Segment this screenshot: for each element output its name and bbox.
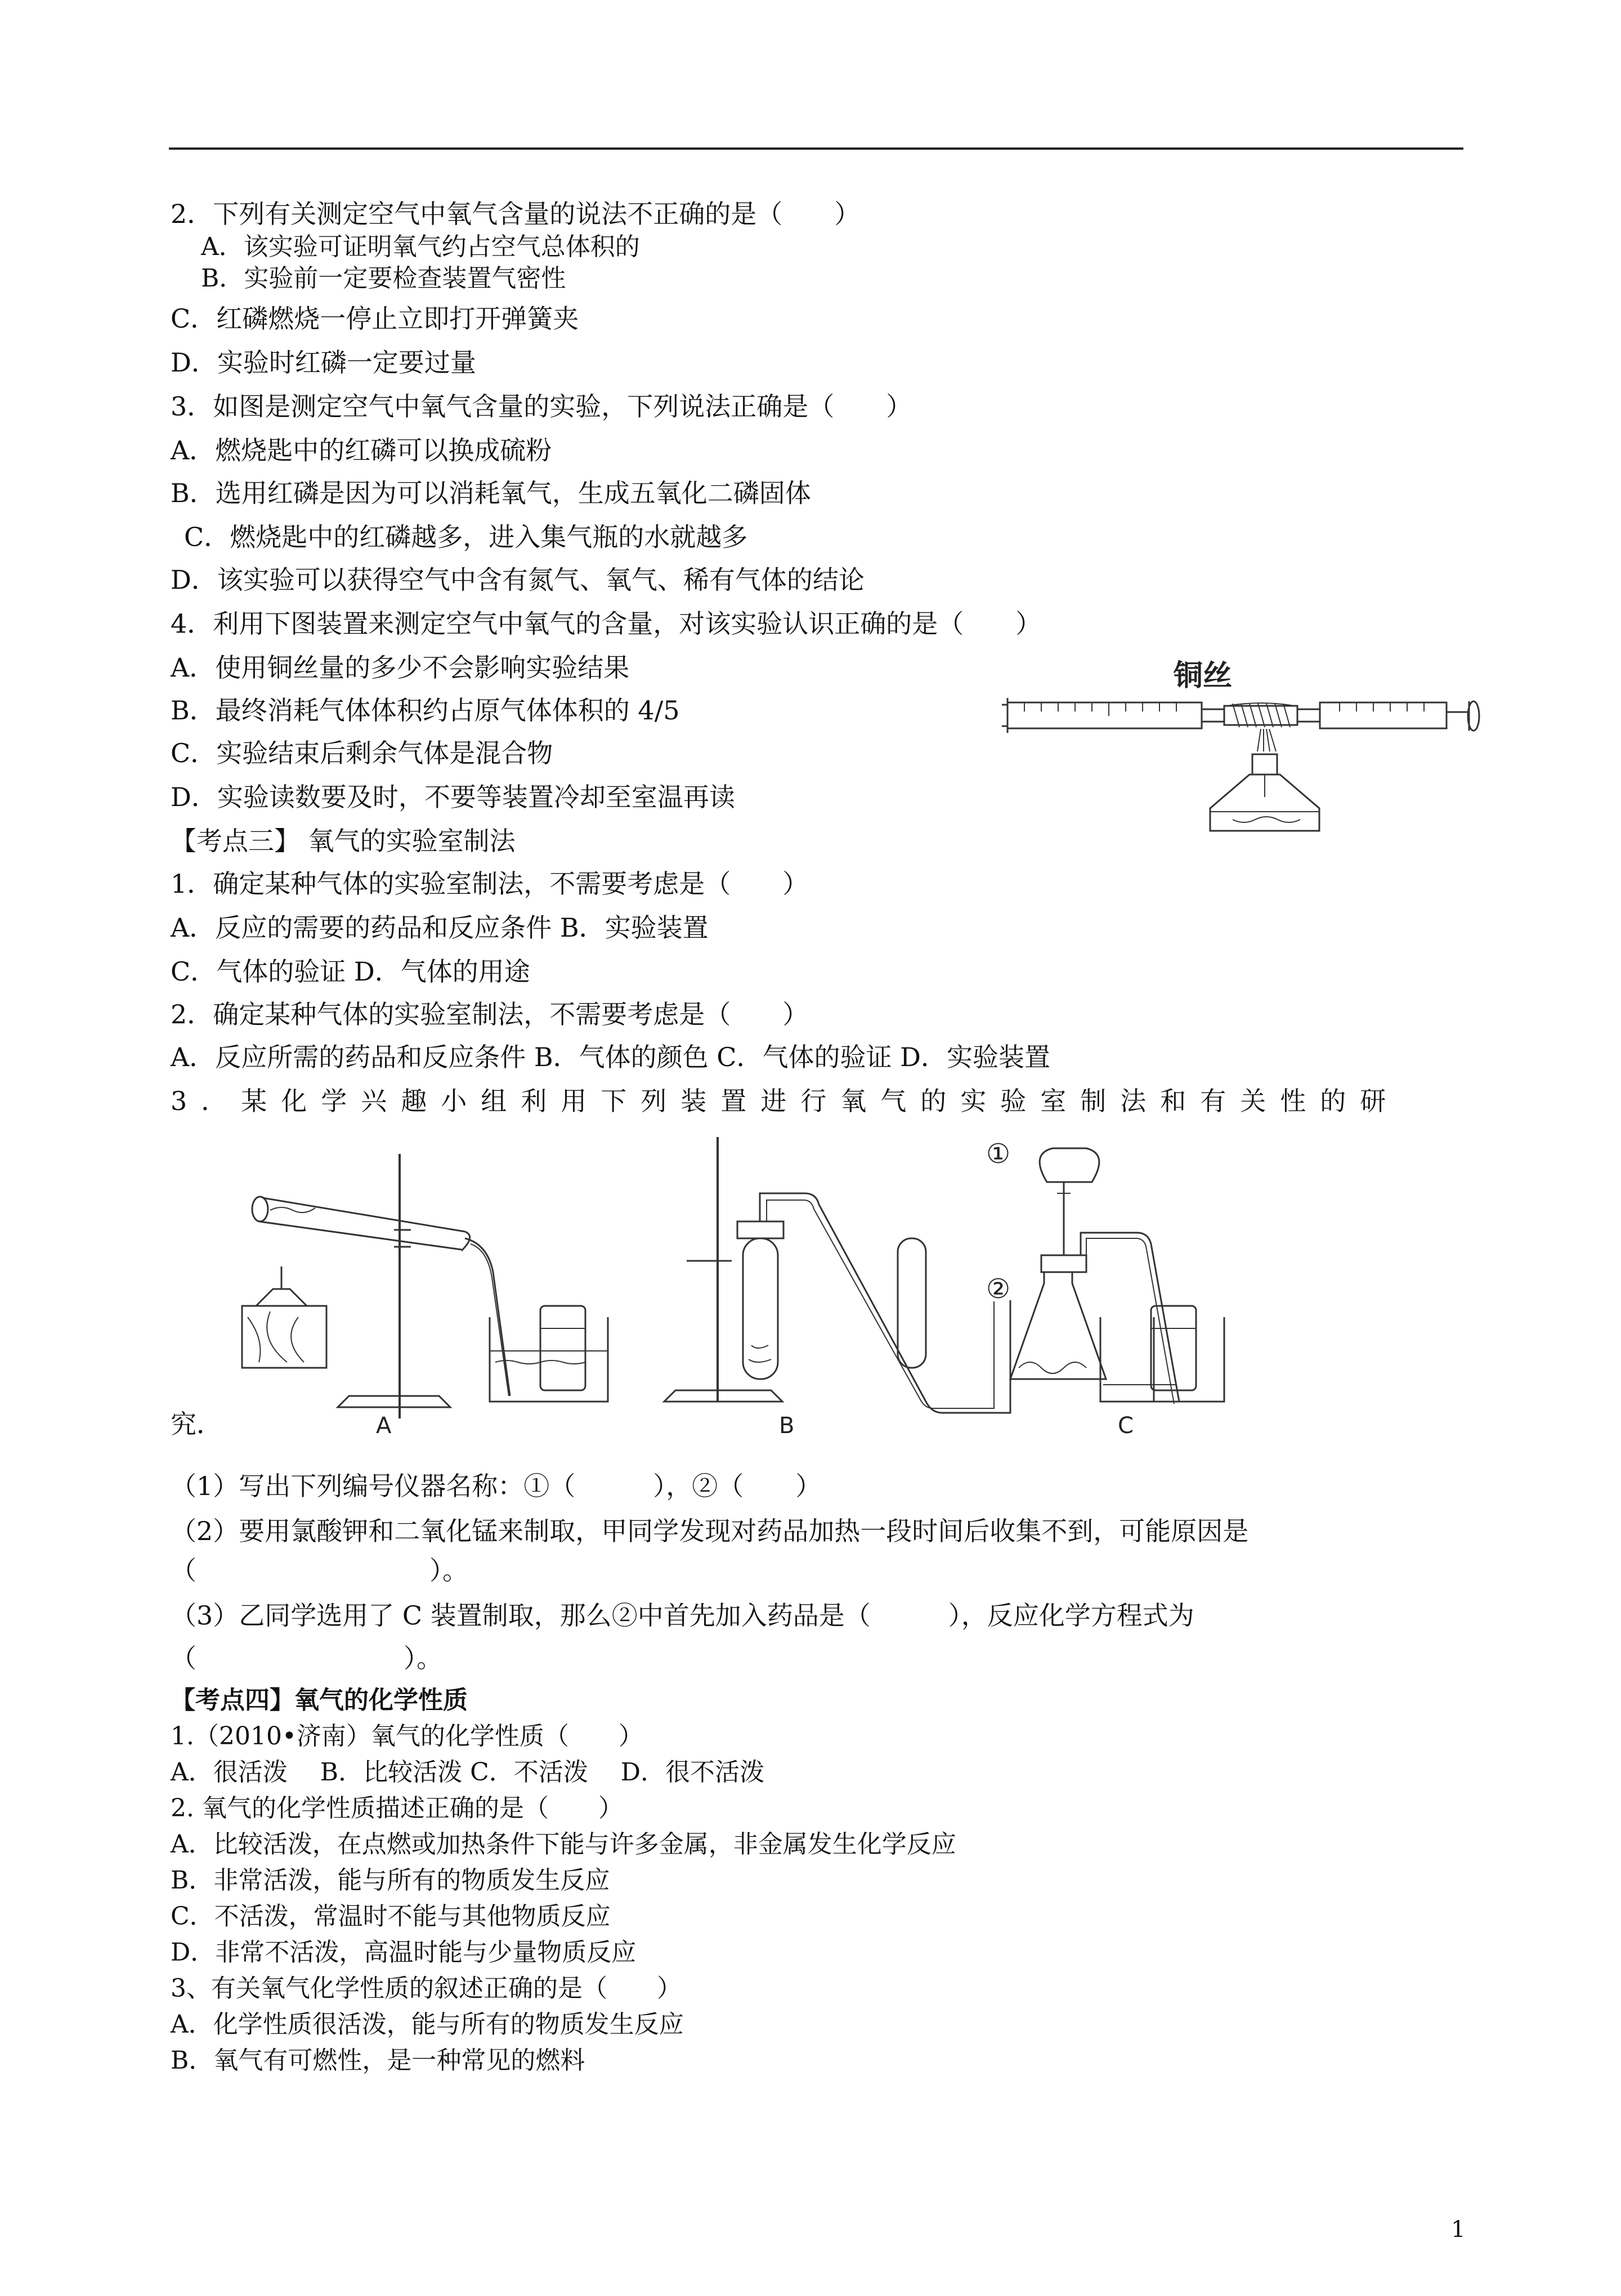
section-3-heading: 【考点三】 氧气的实验室制法 — [171, 826, 516, 856]
section-4-question-3-option-b: B．氧气有可燃性，是一种常见的燃料 — [171, 2046, 585, 2075]
question-3-option-c: C．燃烧匙中的红磷越多，进入集气瓶的水就越多 — [184, 522, 748, 552]
section-3-question-2-options: A．反应所需的药品和反应条件 B．气体的颜色 C．气体的验证 D．实验装置 — [171, 1042, 1050, 1072]
figure-marker-1: ① — [986, 1138, 1011, 1170]
section-3-question-2: 2．确定某种气体的实验室制法，不需要考虑是（ ） — [171, 999, 809, 1030]
section-4-question-2-option-c: C．不活泼，常温时不能与其他物质反应 — [171, 1902, 611, 1931]
question-3-option-d: D．该实验可以获得空气中含有氮气、氧气、稀有气体的结论 — [171, 565, 865, 595]
section-4-question-2-option-a: A．比较活泼，在点燃或加热条件下能与许多金属，非金属发生化学反应 — [171, 1830, 956, 1859]
question-2-option-d: D．实验时红磷一定要过量 — [171, 347, 476, 378]
section-4-question-2: 2. 氧气的化学性质描述正确的是（ ） — [171, 1794, 623, 1823]
section-4-question-2-option-d: D．非常不活泼，高温时能与少量物质反应 — [171, 1938, 637, 1967]
section-4-question-3-option-a: A．化学性质很活泼，能与所有的物质发生反应 — [171, 2010, 684, 2039]
question-4-option-b: B．最终消耗气体体积约占原气体体积的 4/5 — [171, 695, 680, 726]
question-4-option-d: D．实验读数要及时，不要等装置冷却至室温再读 — [171, 782, 735, 812]
section-3-question-1-options-cd: C．气体的验证 D．气体的用途 — [171, 956, 530, 987]
section-3-question-1-options-ab: A．反应的需要的药品和反应条件 B．实验装置 — [171, 912, 709, 943]
header-rule — [169, 147, 1463, 150]
copper-wire-apparatus-figure — [985, 647, 1480, 872]
section-4-question-1: 1.（2010•济南）氧气的化学性质（ ） — [171, 1722, 643, 1751]
subquestion-2: （2）要用氯酸钾和二氧化锰来制取，甲同学发现对药品加热一段时间后收集不到，可能原因是 — [171, 1516, 1249, 1546]
question-4: 4．利用下图装置来测定空气中氧气的含量，对该实验认识正确的是（ ） — [171, 608, 1042, 639]
page-number: 1 — [1451, 2217, 1466, 2243]
subquestion-3: （3）乙同学选用了 C 装置制取，那么②中首先加入药品是（ ），反应化学方程式为 — [171, 1600, 1194, 1631]
figure-label-a: A — [376, 1413, 392, 1439]
question-2-option-b: B．实验前一定要检查装置气密性 — [201, 264, 566, 293]
figure-label-b: B — [779, 1413, 795, 1439]
section-4-question-1-options: A．很活泼 B．比较活泼 C．不活泼 D．很不活泼 — [171, 1758, 765, 1787]
question-3-option-b: B．选用红磷是因为可以消耗氧气，生成五氧化二磷固体 — [171, 478, 811, 508]
question-4-option-a: A．使用铜丝量的多少不会影响实验结果 — [171, 652, 630, 683]
section-3-question-3-end: 究． — [171, 1409, 222, 1439]
copper-wire-label: 铜丝 — [1174, 659, 1233, 693]
section-3-question-3: 3．某化学兴趣小组利用下列装置进行氧气的实验室制法和有关性的研 — [171, 1086, 1400, 1116]
section-4-question-3: 3、有关氧气化学性质的叙述正确的是（ ） — [171, 1974, 682, 2003]
section-4-question-2-option-b: B．非常活泼，能与所有的物质发生反应 — [171, 1866, 610, 1895]
section-4-heading: 【考点四】氧气的化学性质 — [171, 1686, 468, 1715]
lab-apparatus-figure — [225, 1137, 1182, 1418]
subquestion-2-blank: （ ）。 — [171, 1555, 468, 1586]
question-3-option-a: A．燃烧匙中的红磷可以换成硫粉 — [171, 435, 552, 466]
section-3-question-1: 1．确定某种气体的实验室制法，不需要考虑是（ ） — [171, 869, 809, 899]
figure-label-c: C — [1118, 1413, 1134, 1439]
question-2: 2．下列有关测定空气中氧气含量的说法不正确的是（ ） — [171, 199, 861, 229]
subquestion-3-blank: （ ）。 — [171, 1643, 442, 1673]
question-4-option-c: C．实验结束后剩余气体是混合物 — [171, 738, 553, 768]
figure-marker-2: ② — [986, 1273, 1011, 1305]
subquestion-1: （1）写出下列编号仪器名称：①（ ），②（ ） — [171, 1471, 822, 1501]
question-2-option-a: A．该实验可证明氧气约占空气总体积的 — [201, 232, 640, 261]
question-2-option-c: C．红磷燃烧一停止立即打开弹簧夹 — [171, 303, 579, 334]
question-3: 3．如图是测定空气中氧气含量的实验，下列说法正确是（ ） — [171, 391, 912, 422]
